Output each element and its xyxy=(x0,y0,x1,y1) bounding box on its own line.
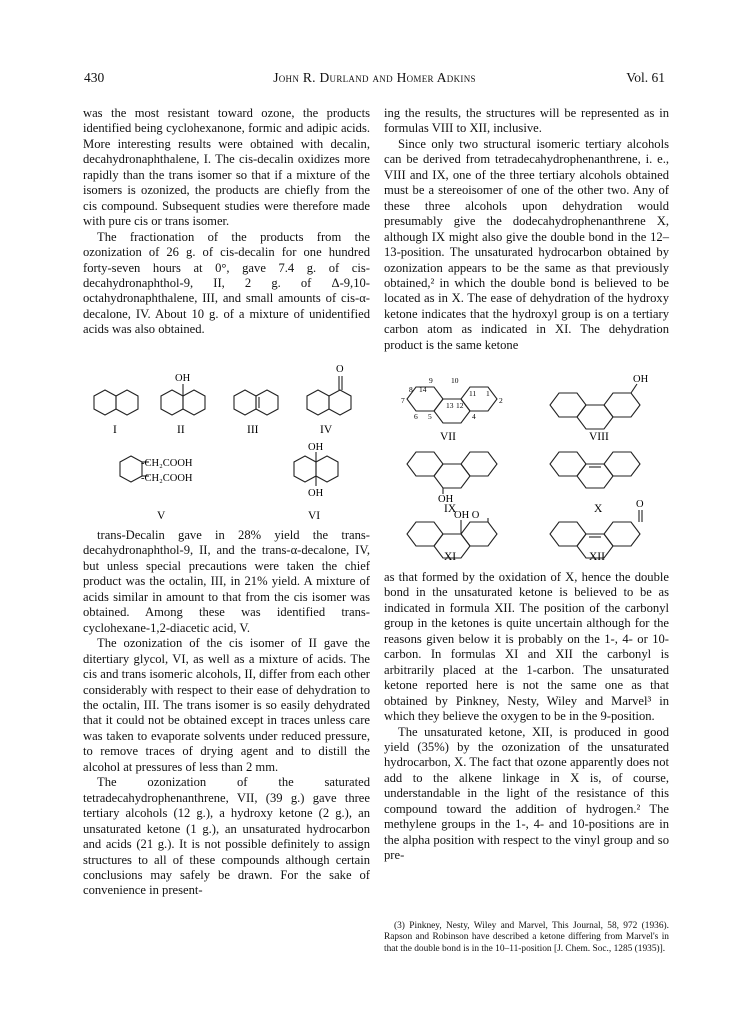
position-14: 14 xyxy=(419,385,427,394)
structures-vii-to-xii xyxy=(384,372,674,572)
paragraph: The unsaturated ketone, XII, is produced in good yield (35%) by the ozonization of the unsaturated hydrocarbon, X. The fact that ozone apparently does not add to the alkene linkage in X is, of course, understandable in the light of the resistance of this compound toward the addition of hydrogen.² The methylene groups in the 1-, 4- and 10-positions are in the alpha position with respect to the vinyl group and so pre- xyxy=(384,724,669,863)
paragraph: The fractionation of the products from the ozonization of 26 g. of cis-decalin for one hundred forty-seven hours at 0°, gave 7.4 g. of cis-decahydronaphthol-9, II, 2 g. of Δ-9,10-octahydronaphthalene, III, and small amounts of cis-α-decalone, IV. About 10 g. of a mixture of unidentified acids was also obtained. xyxy=(83,229,370,337)
position-6: 6 xyxy=(414,412,418,421)
footnotes xyxy=(384,921,669,955)
position-1: 1 xyxy=(486,389,490,398)
position-7: 7 xyxy=(401,396,405,405)
oh-group: OH xyxy=(175,373,191,384)
position-12: 12 xyxy=(456,401,464,410)
structure-i xyxy=(94,390,138,436)
paragraph: The ozonization of the cis isomer of II gave the ditertiary glycol, VI, as well as a mixture of acids. The cis and trans isomeric alcohols, II, differ from each other considerably with respect to their ease of dehydration to the octalin, III. The trans isomer is so easily dehydrated that it could not be obtained except in traces unless care was taken to evaporate solvents under reduced pressure, to remove traces of drying agent and to distill the alcohol at pressures of less than 2 mm. xyxy=(83,636,370,774)
structure-iii xyxy=(234,390,278,436)
oh-group: OH xyxy=(308,442,324,453)
oh-group: OH xyxy=(308,488,324,499)
oh-o-groups: OH O xyxy=(454,510,480,521)
o-group: O xyxy=(636,499,644,510)
label-vii: VII xyxy=(440,431,456,443)
label-iv: IV xyxy=(320,424,333,436)
position-5: 5 xyxy=(428,412,432,421)
oh-group: OH xyxy=(633,374,649,385)
position-4: 4 xyxy=(472,412,476,421)
position-2: 2 xyxy=(499,396,503,405)
structure-ii xyxy=(161,373,205,436)
label-xii: XII xyxy=(589,551,605,563)
structure-v xyxy=(120,456,193,522)
left-column-bottom xyxy=(83,528,370,899)
paragraph: was the most resistant toward ozone, the products identified being cyclohexanone, formic and adipic acids. More interesting results were obtained with decalin, decahydronaphthalene, I. The cis-decalin oxidizes more rapidly than the trans isomer so that if a mixture of the isomers is ozonized, the products are chiefly from the cis compound. Subsequent studies were therefore made with pure cis or trans isomer. xyxy=(83,106,370,229)
label-vi: VI xyxy=(308,510,321,522)
page-header xyxy=(84,70,665,88)
running-title: John R. Durland and Homer Adkins xyxy=(273,70,476,85)
structure-vii xyxy=(401,376,503,443)
position-13: 13 xyxy=(446,401,454,410)
position-10: 10 xyxy=(451,376,459,385)
paragraph: The ozonization of the saturated tetradecahydrophenanthrene, VII, (39 g.) gave three tertiary alcohols (12 g.), a hydroxy ketone (2 g.), an unsaturated ketone (1 g.), an unsaturated hydrocarbon and acids (21 g.). It is not possible definitely to assign structures to all of these compounds although certain conclusions may safely be drawn. For the sake of convenience in present- xyxy=(83,775,370,898)
label-ii: II xyxy=(177,424,185,436)
structure-iv xyxy=(307,364,351,436)
ch2cooh-group: -CH₂COOH xyxy=(141,458,193,469)
structure-viii xyxy=(550,374,649,443)
footnote: (3) Pinkney, Nesty, Wiley and Marvel, This Journal, 58, 972 (1936). Rapson and Robinson have described a ketone differing from Marvel's in that the double bond is in the 10–11-position [J. Chem. Soc., 1285 (1935)]. xyxy=(384,921,669,954)
structure-ix xyxy=(407,452,497,515)
structures-i-to-vi xyxy=(83,364,373,526)
label-v: V xyxy=(157,510,166,522)
structure-vi xyxy=(294,442,338,522)
page-number: 430 xyxy=(84,70,105,85)
oh-group: OH xyxy=(438,494,454,505)
label-i: I xyxy=(113,424,117,436)
paragraph: as that formed by the oxidation of X, hence the double bond in the unsaturated ketone is believed to be as indicated in formula XII. The position of the carbonyl group in the ketones is quite uncertain although for the reasons given below it is probably on the 1-, 4- or 10-carbon. In formulas XI and XII the carbonyl is arbitrarily placed at the 1-carbon. The unsaturated ketone reported here is not the same one as that obtained by Pinkney, Nesty, Wiley and Marvel³ in which they believe the oxygen to be in the 9-position. xyxy=(384,570,669,724)
paragraph: ing the results, the structures will be represented as in formulas VIII to XII, inclusive. xyxy=(384,106,669,136)
label-viii: VIII xyxy=(589,431,609,443)
label-xi: XI xyxy=(444,551,457,563)
paragraph: Since only two structural isomeric tertiary alcohols can be derived from tetradecahydrophenanthrene, i. e., VIII and IX, one of the three tertiary alcohols obtained must be a stereoisomer of one of the other two. Any of these three alcohols upon dehydration would presumably give the dodecahydrophenanthrene X, although IX might also give the double bond in the 12–13-position. The unsaturated hydrocarbon obtained by ozonization appears to be the same as that previously obtained,² in which the double bond is believed to be located as in X. The ease of dehydration of the hydroxy ketone indicates that the hydroxyl group is on a tertiary carbon atom as indicated in XI. The dehydration product is the same ketone xyxy=(384,136,669,352)
label-iii: III xyxy=(247,424,259,436)
structure-xi xyxy=(407,510,497,563)
label-x: X xyxy=(594,503,603,515)
ch2cooh-group: -CH₂COOH xyxy=(141,473,193,484)
position-11: 11 xyxy=(469,389,477,398)
left-column-top xyxy=(83,106,370,338)
structure-x xyxy=(550,452,640,515)
paragraph: trans-Decalin gave in 28% yield the trans-decahydronaphthol-9, II, and the trans-α-decalone, IV, but unless special precautions were taken the chief product was the octalin, III, in 21% yield. A mixture of acids similar in amount to that from the cis isomer was obtained. Among these was identified trans-cyclohexane-1,2-diacetic acid, V. xyxy=(83,528,370,635)
position-8: 8 xyxy=(409,385,413,394)
o-group: O xyxy=(336,364,344,375)
volume-number: Vol. 61 xyxy=(626,70,665,85)
label-ix: IX xyxy=(444,503,457,515)
right-column-bottom xyxy=(384,570,669,864)
right-column-top xyxy=(384,106,669,353)
position-9: 9 xyxy=(429,376,433,385)
